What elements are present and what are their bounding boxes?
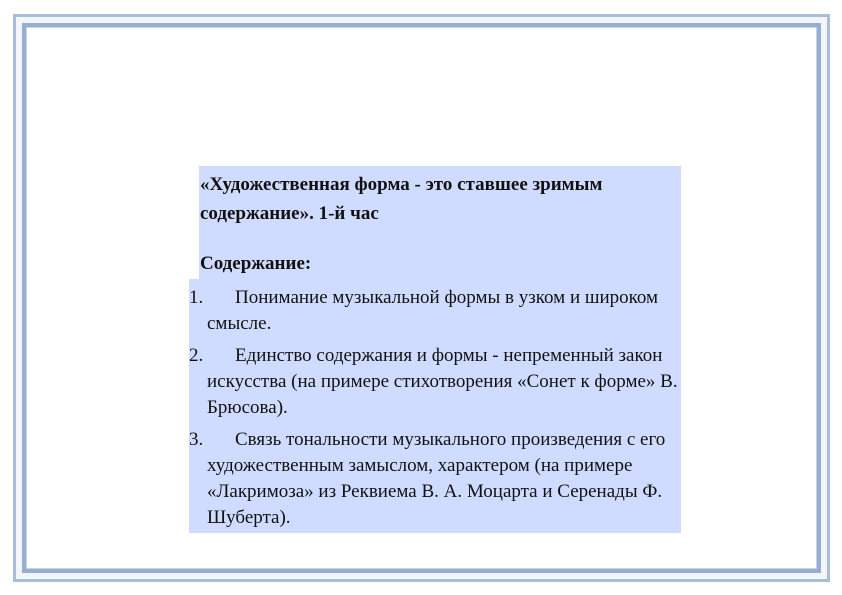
- list-item: [189, 343, 681, 421]
- list-item-number: 3.: [189, 429, 204, 450]
- slide-title: «Художественная форма - это ставшее зримым содержание». 1-й час: [200, 174, 603, 224]
- list-item: [189, 427, 681, 531]
- contents-list: [189, 285, 681, 537]
- list-item-number: 1.: [189, 287, 204, 308]
- list-item-number: 2.: [189, 345, 204, 366]
- content-block: [189, 166, 681, 533]
- list-item-text: Связь тональности музыкального произведения с его художественным замыслом, характером (на примере «Лакримоза» из Реквиема В. А. Моцарта и Серенады Ф. Шуберта).: [207, 429, 666, 528]
- list-item-text: Единство содержания и формы - непременный закон искусства (на примере стихотворения «Сонет к форме» В. Брюсова).: [207, 345, 678, 418]
- list-item-text: Понимание музыкальной формы в узком и широком смысле.: [207, 287, 659, 334]
- contents-heading: Содержание:: [200, 253, 312, 274]
- list-item: [189, 285, 681, 337]
